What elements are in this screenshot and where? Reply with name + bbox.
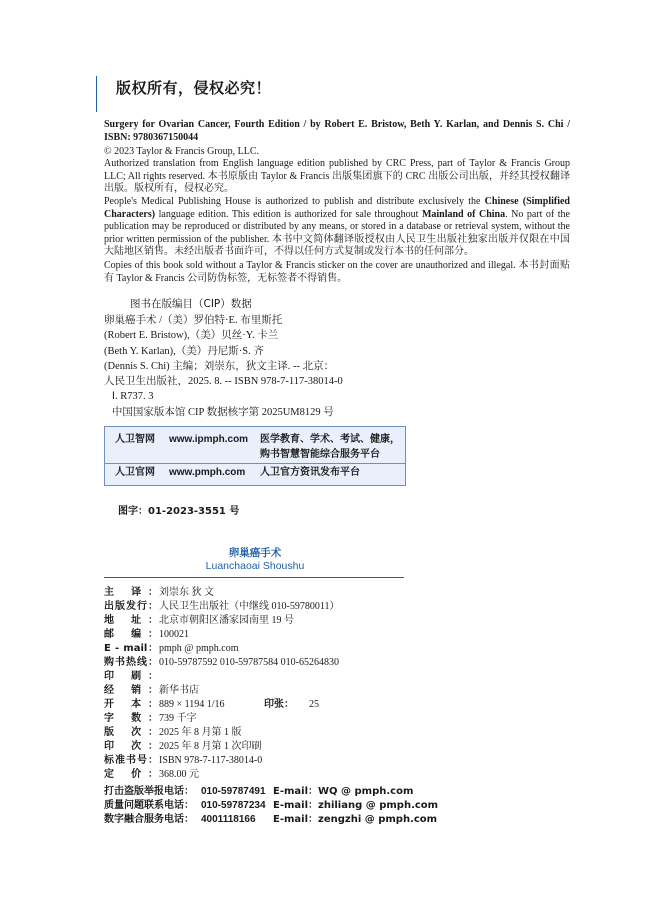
sticker-notice: Copies of this book sold without a Taylor & Francis sticker on the cover are unauthorized and illegal. 本书封面贴有 Taylor & Francis 公司防伪标签，无标签者不得销售。 [104, 260, 570, 284]
platform-desc-ipmph: 医学教育、学术、考试、健康， [260, 434, 400, 445]
sheets-label: 印张： [264, 699, 294, 710]
copyright-title: 版权所有，侵权必究！ [116, 79, 272, 97]
title-divider [104, 577, 404, 578]
platform-url-ipmph[interactable]: www.ipmph.com [169, 434, 249, 445]
edition-heading: Surgery for Ovarian Cancer, Fourth Edition / by Robert E. Bristow, Beth Y. Karlan, and Dennis S. Chi / ISBN: 9780367150044 [104, 119, 570, 143]
cip-line: Ⅰ. R737. 3 [104, 391, 154, 403]
platform-url-pmph[interactable]: www.pmph.com [169, 467, 246, 478]
cip-line: 卵巢癌手术 /（美）罗伯特·E. 布里斯托 [104, 315, 283, 326]
authorization-paragraph: Authorized translation from English language edition published by CRC Press, part of Taylor & Francis Group LLC; All rights reserved. 本书原版由 Taylor & Francis 出版集团旗下的 CRC 出版公司出版，并经其授权翻译出版。版权所有，侵权必究。 [104, 158, 570, 195]
title-accent-rule [96, 76, 97, 112]
cip-data-block [104, 313, 343, 420]
copyright-line: © 2023 Taylor & Francis Group, LLC. [104, 146, 260, 157]
platform-desc-pmph: 人卫官方资讯发布平台 [260, 467, 360, 478]
platform-label-pmph: 人卫官网 [115, 467, 155, 478]
cip-line: 中国国家版本馆 CIP 数据核字第 2025UM8129 号 [104, 406, 334, 418]
cip-line: (Beth Y. Karlan),（美）丹尼斯·S. 齐 [104, 345, 264, 357]
sheets-value: 25 [309, 699, 319, 710]
cip-title: 图书在版编目（CIP）数据 [130, 298, 252, 310]
pmph-statement: People's Medical Publishing House is authorized to publish and distribute exclusively the Chinese (Simplified Characters) language edition. This edition is authorized for sale throughout Mainland of China. No part of the publication may be reproduced or distributed by any means, or stored in a database or retrieval system, without the prior written permission of the publisher. 本书中文简体翻译版授权由人民卫生出版社独家出版并仅限在中国大陆地区销售。未经出版者书面许可，不得以任何方式复制或发行本书的任何部分。 [104, 196, 570, 258]
cip-line: (Dennis S. Chi) 主编；刘崇东，狄文主译. -- 北京： [104, 360, 335, 372]
book-title: 卵巢癌手术 [228, 547, 282, 559]
cip-line: (Robert E. Bristow),（美）贝丝·Y. 卡兰 [104, 330, 279, 342]
registration-number: 图字：01-2023-3551 号 [118, 506, 240, 517]
pmph-platform-box [104, 426, 406, 486]
book-title-pinyin: Luanchaoai Shoushu [205, 560, 305, 572]
platform-desc-ipmph-cont: 购书智慧智能综合服务平台 [260, 449, 380, 460]
cip-line: 人民卫生出版社，2025. 8. -- ISBN 978-7-117-38014-0 [104, 376, 343, 388]
box-divider [105, 463, 405, 464]
platform-label-ipmph: 人卫智网 [115, 434, 155, 445]
